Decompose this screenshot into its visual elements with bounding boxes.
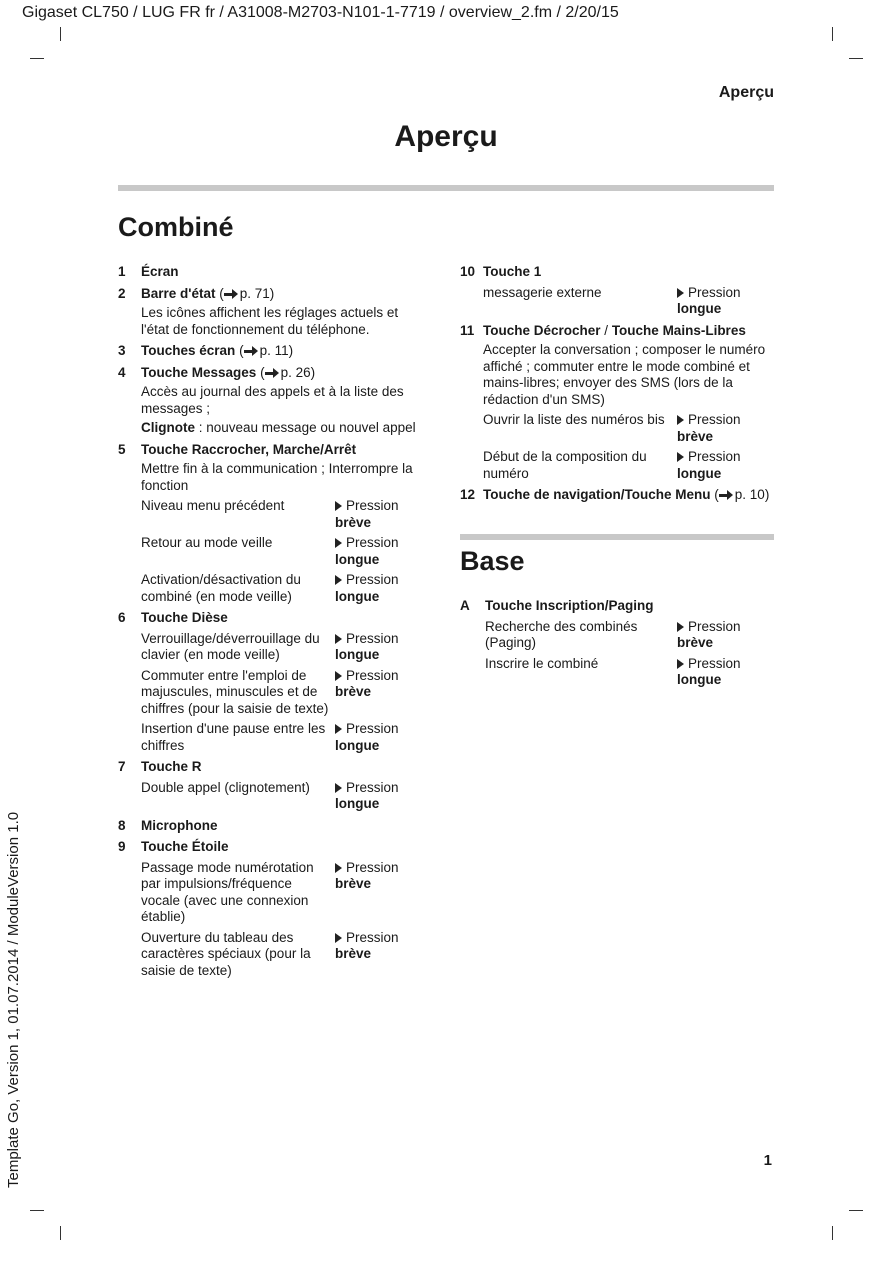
item-description: Les icônes affichent les réglages actuels et l'état de fonctionnement du téléphone. [141,305,399,337]
action-label: Inscrire le combiné [485,655,599,671]
action-row [141,780,423,813]
press-label: Pression [688,655,741,671]
action-row [141,860,423,926]
crop-mark [832,27,833,41]
press-label: Pression [346,535,399,550]
list-item [118,610,423,754]
action-row [485,656,774,689]
arrow-right-icon [224,289,238,299]
triangle-bullet-icon [335,501,342,511]
page-title: Aperçu [394,120,498,153]
triangle-bullet-icon [335,575,342,585]
action-label: Commuter entre l'emploi de majuscules, minuscules et de chiffres (pour la saisie de texte) [141,667,329,716]
press-label: Pression [346,779,399,795]
arrow-right-icon [719,490,733,500]
press-label: Pression [688,449,741,464]
list-item: 4 Touche Messages ( p. 26) Accès au journal des appels et à la liste des messages ; Clignote : nouveau message ou nouvel appel [118,365,423,437]
action-label: Ouverture du tableau des caractères spéciaux (pour la saisie de texte) [141,929,311,978]
list-item: 3 Touches écran ( p. 11) [118,343,294,358]
action-row [141,631,423,664]
page-reference: p. 71 [239,285,270,301]
list-item [460,598,774,689]
page-number: 1 [763,1152,772,1169]
item-number: 12 [460,487,476,502]
arrow-right-icon [265,368,279,378]
triangle-bullet-icon [335,783,342,793]
section-rule [460,534,774,540]
item-number: 2 [118,285,126,301]
press-duration: brève [335,876,372,891]
crop-mark [832,1226,833,1240]
item-number: 1 [118,264,126,279]
crop-mark [30,1210,44,1211]
list-item [118,818,423,835]
action-row [483,412,774,445]
press-duration: brève [677,428,714,444]
template-version-sidebar: Template Go, Version 1, 01.07.2014 / ModuleVersion 1.0 [5,811,22,1188]
section-title-combine: Combiné [118,212,234,242]
press-label: Pression [346,498,399,513]
item-number: 11 [460,322,475,338]
list-item [118,264,423,281]
item-heading: Touche Inscription/Paging [485,598,654,613]
blink-label: Clignote [141,420,195,435]
item-number: 9 [118,839,126,854]
action-label: Début de la composition du numéro [483,449,647,481]
triangle-bullet-icon [335,724,342,734]
press-label: Pression [346,667,399,683]
page-reference: p. 26 [280,364,311,380]
section-rule [118,185,774,191]
running-head: Aperçu [718,84,774,101]
press-duration: brève [335,514,372,530]
press-duration: longue [335,647,380,662]
action-label: messagerie externe [483,284,602,300]
action-label: Activation/désactivation du combiné (en mode veille) [141,572,301,604]
item-heading: Touches écran [141,343,236,358]
base-list [460,598,774,694]
triangle-bullet-icon [677,415,684,425]
crop-mark [849,1210,863,1211]
press-label: Pression [346,572,399,587]
item-heading: Touche R [141,759,202,774]
triangle-bullet-icon [335,634,342,644]
triangle-bullet-icon [677,659,684,669]
item-number: 6 [118,610,126,625]
item-number: 3 [118,343,126,358]
triangle-bullet-icon [677,288,684,298]
item-heading: Touche Messages [141,364,257,380]
action-label: Verrouillage/déverrouillage du clavier (en mode veille) [141,630,320,662]
action-label: Insertion d'une pause entre les chiffres [141,721,326,753]
press-duration: brève [335,946,372,961]
item-heading: Touche Étoile [141,839,229,854]
press-duration: longue [677,301,722,316]
item-description: Mettre fin à la communication ; Interrompre la fonction [141,461,413,493]
action-label: Passage mode numérotation par impulsions/fréquence vocale (avec une connexion établie) [141,859,314,924]
list-item [118,759,423,813]
blink-description: : nouveau message ou nouvel appel [195,420,416,435]
item-heading: Touche Raccrocher, Marche/Arrêt [141,441,357,457]
combine-list-left [118,264,423,984]
action-row [483,449,774,482]
press-duration: longue [335,588,380,604]
item-heading: Touche Mains-Libres [611,322,746,338]
item-heading: Écran [141,264,179,279]
item-number: 5 [118,441,126,457]
document-header-line: Gigaset CL750 / LUG FR fr / A31008-M2703-N101-1-7719 / overview_2.fm / 2/20/15 [22,4,619,21]
triangle-bullet-icon [335,538,342,548]
press-duration: brève [335,684,372,699]
action-row [141,721,423,754]
section-title-base: Base [460,546,525,576]
press-label: Pression [688,618,741,634]
action-row [141,535,423,568]
heading-separator: / [600,322,612,338]
triangle-bullet-icon [335,933,342,943]
press-duration: longue [335,737,380,753]
list-item [460,323,774,483]
item-description: Accepter la conversation ; composer le numéro affiché ; commuter entre le mode combiné et mains-libres; envoyer des SMS (lors de la rédaction d'un SMS) [483,342,766,407]
press-label: Pression [346,929,399,945]
crop-mark [849,58,863,59]
action-row [141,668,423,718]
press-label: Pression [346,721,399,736]
list-item [118,442,423,606]
arrow-right-icon [244,346,258,356]
list-item [460,264,774,318]
item-heading: Touche Décrocher [483,322,601,338]
press-duration: longue [335,796,380,811]
list-item: 2 Barre d'état ( p. 71) Les icônes affichent les réglages actuels et l'état de fonctionnement du téléphone. [118,286,423,339]
press-duration: longue [335,551,380,567]
triangle-bullet-icon [335,863,342,873]
item-number: 10 [460,264,476,279]
crop-mark [60,27,61,41]
press-label: Pression [688,412,741,427]
action-label: Double appel (clignotement) [141,779,310,795]
action-label: Recherche des combinés (Paging) [485,618,638,650]
action-label: Niveau menu précédent [141,498,285,513]
item-number: 7 [118,759,126,774]
press-label: Pression [346,859,399,875]
triangle-bullet-icon [335,671,342,681]
item-description: Accès au journal des appels et à la liste des messages ; [141,384,404,416]
list-item: 12 Touche de navigation/Touche Menu ( p. 10) [460,487,770,502]
crop-mark [30,58,44,59]
page-reference: p. 11 [259,343,289,358]
press-label: Pression [688,284,741,300]
item-heading: Touche Dièse [141,610,228,625]
crop-mark [60,1226,61,1240]
press-label: Pression [346,630,399,646]
action-row [483,285,774,318]
action-row [141,930,423,980]
action-row [485,619,774,652]
triangle-bullet-icon [677,622,684,632]
press-duration: longue [677,465,722,481]
item-heading: Touche 1 [483,264,542,279]
item-letter: A [460,598,470,613]
item-heading: Barre d'état [141,285,216,301]
action-row [141,498,423,531]
item-heading: Microphone [141,817,218,833]
action-label: Retour au mode veille [141,535,273,550]
list-item [118,839,423,979]
item-heading: Touche de navigation/Touche Menu [483,487,711,502]
combine-list-right [460,264,774,509]
item-number: 4 [118,364,126,380]
item-number: 8 [118,817,126,833]
action-label: Ouvrir la liste des numéros bis [483,412,665,427]
press-duration: longue [677,672,722,687]
triangle-bullet-icon [677,452,684,462]
action-row [141,572,423,605]
page-reference: p. 10 [734,487,765,502]
press-duration: brève [677,635,714,650]
